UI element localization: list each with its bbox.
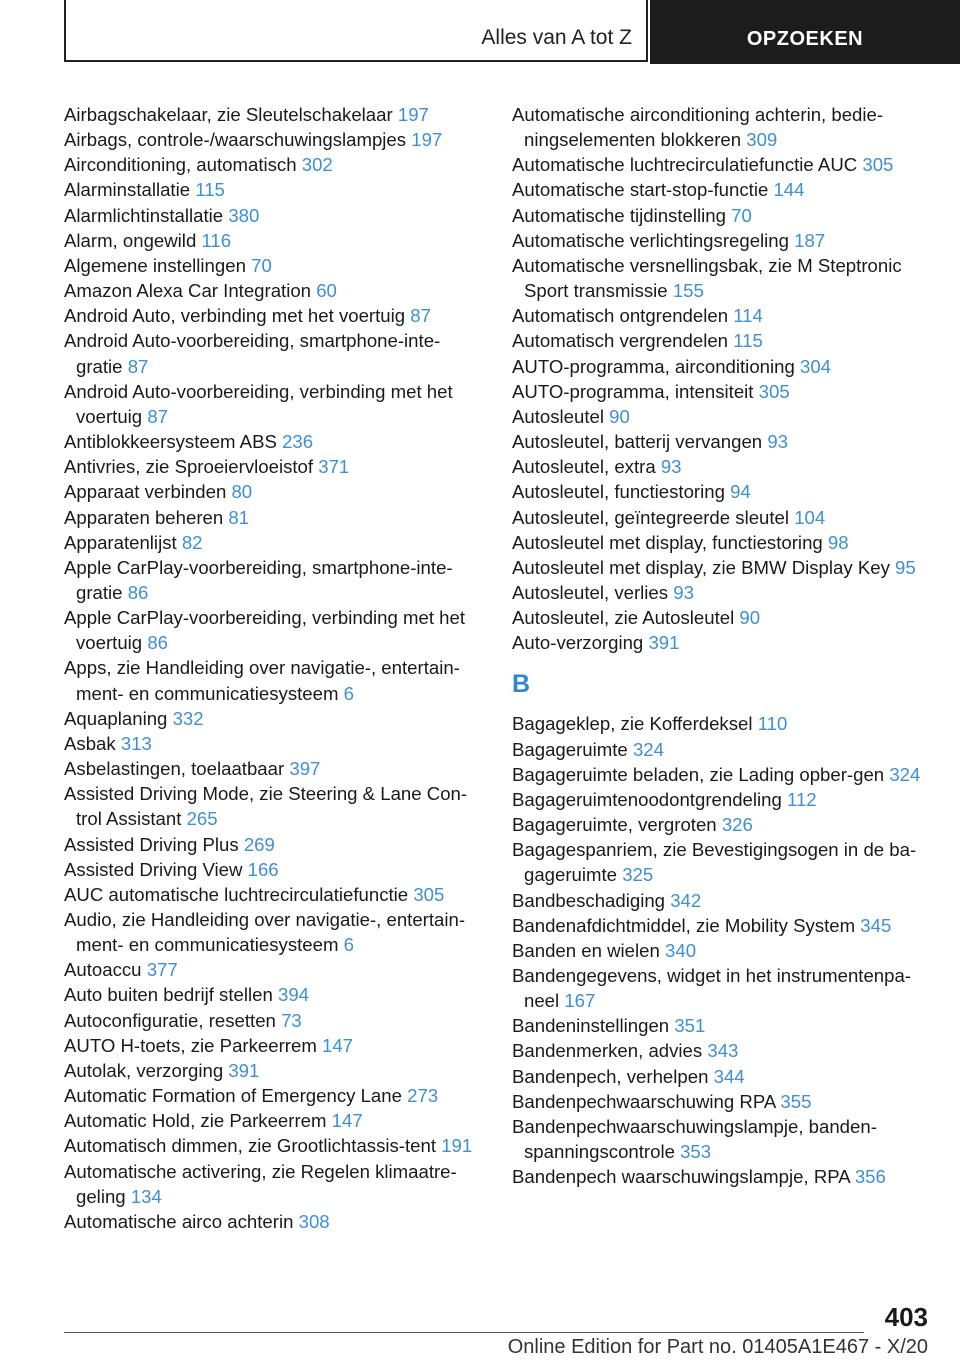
- index-entry: [64, 152, 484, 177]
- index-entry-text: AUTO-programma, airconditioning: [512, 355, 795, 377]
- index-entry: [512, 580, 932, 605]
- index-entry-text: Assisted Driving View: [64, 858, 243, 880]
- index-entry-text: Autosleutel, extra: [512, 456, 656, 478]
- index-entry: [64, 1083, 484, 1108]
- index-entry-text: Algemene instellingen: [64, 254, 246, 276]
- index-entry-text: Autoconfiguratie, resetten: [64, 1009, 276, 1031]
- index-entry-text: Android Auto-voorbereiding, smartphone-inte-gratie: [64, 330, 441, 377]
- index-entry: [64, 253, 484, 278]
- index-column-right: [512, 102, 932, 1189]
- index-page-link[interactable]: 87: [127, 355, 149, 377]
- index-entry: [512, 505, 932, 530]
- index-entry-text: Apparaten beheren: [64, 506, 224, 528]
- index-entry-text: Asbelastingen, toelaatbaar: [64, 758, 285, 780]
- index-entry: [64, 429, 484, 454]
- index-entry: [64, 555, 484, 605]
- index-entry: [64, 1008, 484, 1033]
- index-entry: [64, 706, 484, 731]
- index-entry-text: Aquaplaning: [64, 707, 168, 729]
- index-entry: [512, 530, 932, 555]
- index-page-link[interactable]: 87: [147, 405, 169, 427]
- index-entry-text: AUTO H-toets, zie Parkeerrem: [64, 1034, 317, 1056]
- index-page-link[interactable]: 380: [228, 204, 260, 226]
- index-page-link[interactable]: 95: [895, 556, 916, 578]
- index-entry: [512, 938, 932, 963]
- index-entry-text: Automatic Formation of Emergency Lane: [64, 1085, 402, 1107]
- index-entry-text: Apple CarPlay-voorbereiding, verbinding met het voertuig: [64, 607, 466, 654]
- index-page-link[interactable]: 93: [767, 431, 788, 453]
- index-entry: [64, 530, 484, 555]
- index-entry: [512, 404, 932, 429]
- index-entry: [64, 957, 484, 982]
- index-entry: [512, 913, 932, 938]
- index-page-link[interactable]: 115: [195, 179, 225, 201]
- index-entry: [512, 479, 932, 504]
- index-column-left: [64, 102, 484, 1234]
- index-entry-text: Autosleutel met display, functiestoring: [512, 531, 823, 553]
- index-page-link[interactable]: 326: [721, 814, 753, 836]
- index-page-link[interactable]: 114: [733, 305, 763, 327]
- index-page-link[interactable]: 191: [441, 1135, 473, 1157]
- index-entry-text: Amazon Alexa Car Integration: [64, 280, 312, 302]
- index-entry: [64, 756, 484, 781]
- index-entry: [64, 479, 484, 504]
- index-entry: [512, 303, 932, 328]
- index-page-link[interactable]: 90: [739, 607, 761, 629]
- index-page-link[interactable]: 73: [281, 1009, 302, 1031]
- index-entry: [64, 1133, 484, 1158]
- index-entry-text: Bagageruimte, vergroten: [512, 814, 717, 836]
- index-entry-text: Alarminstallatie: [64, 179, 191, 201]
- index-entry: [512, 102, 932, 152]
- index-entry-text: Automatische luchtrecirculatiefunctie AUC: [512, 154, 858, 176]
- index-page-link[interactable]: 353: [680, 1141, 712, 1163]
- index-entry: [64, 505, 484, 530]
- index-entry: [512, 711, 932, 736]
- index-entry-text: Bandbeschadiging: [512, 889, 666, 911]
- index-page-link[interactable]: 115: [733, 330, 763, 352]
- index-page-link[interactable]: 187: [794, 229, 826, 251]
- index-entry: [64, 832, 484, 857]
- index-entry-text: Banden en wielen: [512, 939, 660, 961]
- index-entry: [64, 454, 484, 479]
- index-page-link[interactable]: 356: [854, 1166, 886, 1188]
- index-entry-text: Bagageklep, zie Kofferdeksel: [512, 713, 753, 735]
- index-page-link[interactable]: 305: [758, 380, 790, 402]
- index-page-link[interactable]: 302: [301, 154, 333, 176]
- tab-opzoeken-label: OPZOEKEN: [746, 28, 864, 50]
- index-entry-text: Autosleutel, functiestoring: [512, 481, 725, 503]
- index-page-link[interactable]: 343: [707, 1040, 739, 1062]
- index-entry: [64, 1033, 484, 1058]
- index-entry-text: Auto-verzorging: [512, 632, 644, 654]
- index-entry: [512, 253, 932, 303]
- index-page-link[interactable]: 309: [746, 129, 778, 151]
- index-page-link[interactable]: 304: [799, 355, 832, 377]
- index-page-link[interactable]: 70: [731, 204, 752, 226]
- index-page-link[interactable]: 342: [670, 889, 702, 911]
- section-letter-heading: B: [512, 670, 531, 699]
- index-page-link[interactable]: 371: [318, 456, 350, 478]
- index-entry-text: Autosleutel, verlies: [512, 581, 669, 603]
- section-tab-label: Alles van A tot Z: [481, 26, 632, 49]
- index-entry-text: AUTO-programma, intensiteit: [512, 380, 754, 402]
- index-entry: [64, 102, 484, 127]
- index-entry-text: Autosleutel, geïntegreerde sleutel: [512, 506, 790, 528]
- index-entry: [64, 127, 484, 152]
- index-entry-text: Apple CarPlay-voorbereiding, smartphone-inte-gratie: [64, 556, 453, 603]
- index-entry-text: Automatisch ontgrendelen: [512, 305, 729, 327]
- index-entry-text: Bandeninstellingen: [512, 1015, 670, 1037]
- index-page-link[interactable]: 265: [186, 808, 218, 830]
- index-page-link[interactable]: 351: [674, 1015, 706, 1037]
- index-entry: [64, 882, 484, 907]
- index-page-link[interactable]: 134: [130, 1185, 162, 1207]
- index-page-link[interactable]: 86: [127, 581, 149, 603]
- index-entry-text: Automatische versnellingsbak, zie M Steptronic Sport transmissie: [512, 254, 902, 302]
- index-entry-text: Apparatenlijst: [64, 531, 177, 553]
- index-entry: [64, 781, 484, 831]
- index-entry-text: Android Auto-voorbereiding, verbinding met het voertuig: [64, 380, 453, 427]
- index-page-link[interactable]: 345: [860, 914, 892, 936]
- index-page-link[interactable]: 391: [228, 1059, 260, 1081]
- index-page-link[interactable]: 104: [794, 506, 826, 528]
- index-entry: [512, 630, 932, 655]
- index-entry: [64, 857, 484, 882]
- index-entry: [512, 837, 932, 887]
- index-group-b: [512, 711, 932, 1189]
- index-entry: [512, 328, 932, 353]
- index-entry: [512, 354, 932, 379]
- index-entry: [64, 655, 484, 705]
- index-entry-text: Automatische verlichtingsregeling: [512, 229, 789, 251]
- index-page-link[interactable]: 340: [665, 939, 697, 961]
- index-entry: [512, 152, 932, 177]
- index-entry-text: Auto buiten bedrijf stellen: [64, 984, 273, 1006]
- index-page-link[interactable]: 273: [407, 1085, 439, 1107]
- index-page-link[interactable]: 197: [397, 104, 429, 125]
- index-entry: [64, 303, 484, 328]
- index-entry-text: Assisted Driving Plus: [64, 833, 239, 855]
- index-entry: [512, 888, 932, 913]
- index-entry: [512, 454, 932, 479]
- index-entry-text: Alarm, ongewild: [64, 229, 197, 251]
- index-entry-text: Airconditioning, automatisch: [64, 154, 297, 176]
- tab-opzoeken[interactable]: [650, 0, 960, 64]
- index-entry-text: Bandenpech waarschuwingslampje, RPA: [512, 1166, 850, 1188]
- index-entry-text: Autolak, verzorging: [64, 1059, 224, 1081]
- index-entry-text: Automatische start-stop-functie: [512, 179, 769, 201]
- index-page-link[interactable]: 236: [282, 431, 314, 453]
- index-entry: [512, 812, 932, 837]
- index-entry: [512, 762, 932, 787]
- index-entry-text: Bandenpechwaarschuwingslampje, banden-spanningscontrole: [512, 1115, 877, 1163]
- index-entry-text: Audio, zie Handleiding over navigatie-, entertain-ment- en communicatiesysteem: [64, 909, 466, 956]
- index-page-link[interactable]: 377: [146, 959, 178, 981]
- index-entry-text: Airbagschakelaar, zie Sleutelschakelaar: [64, 104, 393, 125]
- index-page-link[interactable]: 197: [411, 129, 443, 151]
- index-entry-text: Autosleutel, batterij vervangen: [512, 431, 763, 453]
- index-entry: [64, 228, 484, 253]
- page-number: 403: [884, 1302, 928, 1332]
- index-entry: [64, 177, 484, 202]
- index-entry-text: Automatisch dimmen, zie Grootlichtassis-tent: [64, 1135, 437, 1157]
- index-entry-text: Automatische airco achterin: [64, 1210, 294, 1232]
- index-entry: [512, 605, 932, 630]
- index-page-link[interactable]: 167: [564, 990, 596, 1012]
- index-entry: [64, 1209, 484, 1234]
- index-entry: [512, 203, 932, 228]
- footer-divider: [64, 1332, 864, 1333]
- index-entry-text: Bandenafdichtmiddel, zie Mobility System: [512, 914, 856, 936]
- index-entry: [512, 1114, 932, 1164]
- index-page-link[interactable]: 81: [228, 506, 250, 528]
- index-entry-text: Bandenpechwaarschuwing RPA: [512, 1090, 776, 1112]
- index-page-link[interactable]: 325: [622, 864, 654, 886]
- index-entry-text: AUC automatische luchtrecirculatiefunctie: [64, 883, 409, 905]
- index-page-link[interactable]: 147: [321, 1034, 354, 1056]
- index-page-link[interactable]: 155: [672, 280, 704, 302]
- index-entry: [512, 1164, 932, 1189]
- index-entry-text: Apps, zie Handleiding over navigatie-, entertain-ment- en communicatiesysteem: [64, 657, 460, 704]
- index-entry-text: Bandengegevens, widget in het instrumentenpa-neel: [512, 965, 912, 1012]
- index-entry-text: Assisted Driving Mode, zie Steering & Lane Con-trol Assistant: [64, 783, 468, 830]
- index-entry: [64, 1058, 484, 1083]
- index-entry: [512, 787, 932, 812]
- index-entry: [512, 1013, 932, 1038]
- index-page-link[interactable]: 6: [343, 934, 354, 956]
- index-page-link[interactable]: 344: [713, 1065, 745, 1087]
- index-page-link[interactable]: 93: [660, 456, 682, 478]
- index-entry: [64, 278, 484, 303]
- index-page-link[interactable]: 332: [172, 707, 204, 729]
- index-page-link[interactable]: 305: [862, 154, 894, 176]
- index-page-link[interactable]: 70: [251, 254, 272, 276]
- index-page-link[interactable]: 80: [231, 481, 253, 503]
- index-entry: [64, 1159, 484, 1209]
- index-entry: [512, 1038, 932, 1063]
- index-page-link[interactable]: 94: [730, 481, 751, 503]
- index-page-link[interactable]: 98: [827, 531, 849, 553]
- index-entry: [64, 328, 484, 378]
- index-page-link[interactable]: 60: [316, 280, 337, 302]
- index-entry-text: Autosleutel: [512, 405, 604, 427]
- index-entry-text: Autoaccu: [64, 959, 142, 981]
- index-entry-text: Autosleutel, zie Autosleutel: [512, 607, 735, 629]
- index-entry: [512, 1089, 932, 1114]
- index-page-link[interactable]: 82: [181, 531, 203, 553]
- index-entry-text: Bandenpech, verhelpen: [512, 1065, 709, 1087]
- index-entry: [512, 177, 932, 202]
- index-page-link[interactable]: 116: [201, 229, 232, 251]
- index-page-link[interactable]: 6: [343, 682, 354, 704]
- index-entry-text: Autosleutel met display, zie BMW Display Key: [512, 556, 890, 578]
- index-page-link[interactable]: 112: [787, 788, 817, 810]
- index-entry-text: Airbags, controle-/waarschuwingslampjes: [64, 129, 407, 151]
- index-entry: [64, 907, 484, 957]
- index-page-link[interactable]: 305: [413, 883, 445, 905]
- index-entry-text: Automatisch vergrendelen: [512, 330, 729, 352]
- index-entry-text: Bagageruimte beladen, zie Lading opber-gen: [512, 763, 885, 785]
- index-entry-text: Bagagespanriem, zie Bevestigingsogen in de ba-gageruimte: [512, 839, 917, 886]
- index-entry-text: Automatische airconditioning achterin, bedie-ningselementen blokkeren: [512, 104, 884, 151]
- index-page-link[interactable]: 394: [277, 984, 310, 1006]
- index-entry-text: Android Auto, verbinding met het voertuig: [64, 305, 406, 327]
- index-page-link[interactable]: 313: [120, 732, 152, 754]
- index-entry-text: Bandenmerken, advies: [512, 1040, 703, 1062]
- index-entry-text: Antivries, zie Sproeiervloeistof: [64, 456, 314, 478]
- index-entry-text: Automatische tijdinstelling: [512, 204, 726, 226]
- index-page-link[interactable]: 397: [289, 758, 321, 780]
- index-page-link[interactable]: 144: [773, 179, 805, 201]
- footer-edition: Online Edition for Part no. 01405A1E467 - X/20: [507, 1336, 928, 1358]
- index-group-a: [512, 102, 932, 655]
- index-page-link[interactable]: 324: [632, 738, 664, 760]
- index-page-link[interactable]: 269: [243, 833, 275, 855]
- index-entry: [512, 1064, 932, 1089]
- index-page-link[interactable]: 147: [331, 1110, 363, 1132]
- index-entry-text: Apparaat verbinden: [64, 481, 227, 503]
- index-page-link[interactable]: 86: [147, 632, 169, 654]
- index-entry: [512, 737, 932, 762]
- index-page-link[interactable]: 90: [609, 405, 630, 427]
- index-entry: [64, 1108, 484, 1133]
- index-entry: [64, 379, 484, 429]
- index-page-link[interactable]: 166: [247, 858, 279, 880]
- index-page-link[interactable]: 308: [298, 1210, 330, 1232]
- index-entry: [512, 228, 932, 253]
- index-page-link[interactable]: 391: [648, 632, 680, 654]
- index-page-link[interactable]: 324: [889, 763, 921, 785]
- index-entry-text: Asbak: [64, 732, 116, 754]
- index-page-link[interactable]: 355: [780, 1090, 812, 1112]
- index-entry: [512, 555, 932, 580]
- index-page-link[interactable]: 93: [673, 581, 694, 603]
- index-entry: [64, 605, 484, 655]
- index-entry: [512, 429, 932, 454]
- index-entry-text: Bagageruimte: [512, 738, 628, 760]
- index-entry-text: Antiblokkeersysteem ABS: [64, 431, 277, 453]
- index-entry-text: Alarmlichtinstallatie: [64, 204, 224, 226]
- index-page-link[interactable]: 110: [757, 713, 788, 735]
- index-entry: [64, 731, 484, 756]
- index-entry-text: Automatische activering, zie Regelen klimaatre-geling: [64, 1160, 457, 1207]
- index-entry-text: Bagageruimtenoodontgrendeling: [512, 788, 782, 810]
- index-entry: [512, 379, 932, 404]
- index-page-link[interactable]: 87: [410, 305, 431, 327]
- index-entry: [64, 203, 484, 228]
- section-tab[interactable]: [64, 0, 648, 62]
- index-entry: [512, 963, 932, 1013]
- index-entry: [64, 982, 484, 1007]
- index-entry-text: Automatic Hold, zie Parkeerrem: [64, 1110, 327, 1132]
- page-header: [64, 0, 960, 66]
